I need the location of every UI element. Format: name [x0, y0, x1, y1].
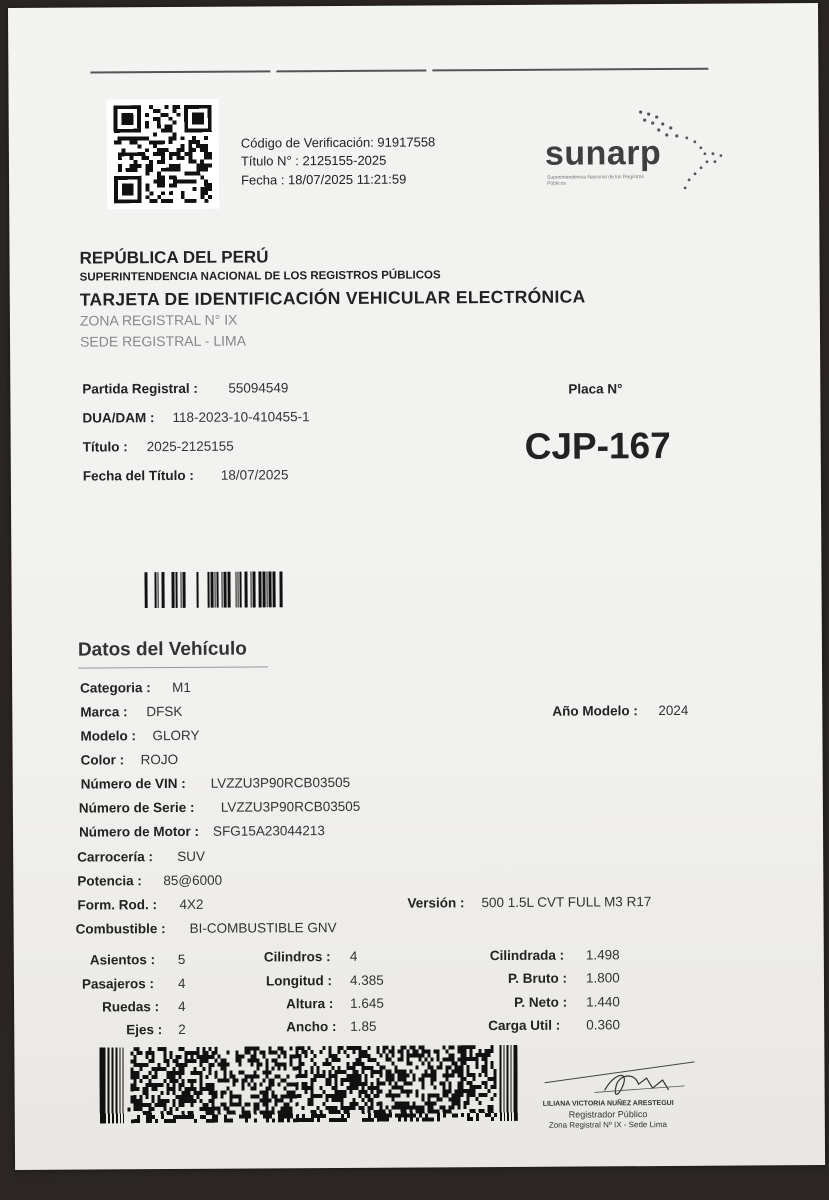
motor-value: SFG15A23044213	[212, 823, 325, 839]
header-rule-left	[90, 70, 270, 73]
verification-date: Fecha : 18/07/2025 11:21:59	[241, 171, 407, 188]
anio-modelo-label: Año Modelo :	[552, 703, 638, 719]
barcode-small	[144, 571, 284, 608]
modelo-value: GLORY	[152, 727, 200, 744]
header-rule-right	[432, 68, 708, 72]
ruedas-label: Ruedas :	[102, 999, 160, 1015]
altura-value: 1.645	[350, 995, 384, 1011]
verification-title-number: Título N° : 2125155-2025	[240, 152, 387, 169]
combustible-value: BI-COMBUSTIBLE GNV	[189, 920, 337, 936]
sunarp-logo-text: sunarp	[544, 134, 662, 173]
titulo-label: Título :	[82, 439, 128, 455]
vehicle-data-section-title: Datos del Vehículo	[77, 638, 247, 661]
vin-value: LVZZU3P90RCB03505	[210, 774, 351, 791]
carroceria-label: Carrocería :	[77, 849, 154, 865]
registrar-office: Zona Registral Nº IX - Sede Lima	[548, 1119, 667, 1130]
version-label: Versión :	[407, 895, 465, 911]
registrar-name: LILIANA VICTORIA NUÑEZ ARESTEGUI	[542, 1099, 674, 1108]
vin-label: Número de VIN :	[80, 775, 186, 792]
fecha-titulo-label: Fecha del Título :	[82, 467, 194, 484]
categoria-label: Categoria :	[80, 680, 151, 696]
registry-zone: ZONA REGISTRAL N° IX	[79, 311, 238, 329]
combustible-label: Combustible :	[75, 921, 166, 937]
serie-value: LVZZU3P90RCB03505	[220, 798, 361, 815]
form-rod-value: 4X2	[179, 896, 204, 912]
sunarp-logo	[545, 108, 736, 201]
ejes-label: Ejes :	[126, 1022, 163, 1038]
partida-label: Partida Registral :	[82, 380, 198, 397]
motor-label: Número de Motor :	[78, 823, 200, 840]
placa-value: CJP-167	[524, 424, 671, 467]
titulo-value: 2025-2125155	[146, 438, 234, 455]
potencia-label: Potencia :	[77, 873, 142, 889]
section-underline	[78, 666, 268, 668]
ancho-label: Ancho :	[286, 1019, 337, 1035]
color-label: Color :	[80, 752, 125, 768]
ancho-value: 1.85	[350, 1018, 377, 1034]
p-bruto-label: P. Bruto :	[507, 970, 567, 986]
verification-code: Código de Verificación: 91917558	[240, 134, 436, 151]
carga-util-value: 0.360	[586, 1017, 621, 1033]
longitud-value: 4.385	[349, 972, 384, 988]
ruedas-value: 4	[178, 998, 186, 1014]
registrar-role: Registrador Público	[568, 1109, 648, 1120]
asientos-value: 5	[177, 951, 186, 967]
pasajeros-value: 4	[177, 975, 186, 991]
dua-label: DUA/DAM :	[82, 410, 155, 426]
carga-util-label: Carga Util :	[488, 1017, 561, 1034]
sunarp-logo-subtitle: Superintendencia Nacional de los Registros Públicos	[547, 174, 645, 187]
vehicle-id-card-document	[8, 3, 825, 1170]
registrar-signature-block	[534, 1052, 734, 1133]
serie-label: Número de Serie :	[78, 799, 195, 816]
longitud-label: Longitud :	[265, 973, 332, 989]
cilindros-value: 4	[349, 948, 358, 964]
handwritten-signature	[534, 1052, 734, 1103]
color-value: ROJO	[140, 751, 179, 768]
asientos-label: Asientos :	[89, 952, 156, 968]
placa-label: Placa N°	[568, 381, 623, 397]
categoria-value: M1	[172, 679, 191, 696]
barcode-pdf417	[99, 1045, 517, 1124]
cilindrada-value: 1.498	[585, 947, 620, 963]
modelo-label: Modelo :	[80, 728, 136, 744]
superintendence-heading: SUPERINTENDENCIA NACIONAL DE LOS REGISTROS PÚBLICOS	[79, 269, 441, 284]
qr-code	[107, 99, 220, 210]
p-bruto-value: 1.800	[585, 970, 620, 986]
p-neto-value: 1.440	[586, 994, 620, 1010]
partida-value: 55094549	[228, 380, 289, 396]
carroceria-value: SUV	[177, 848, 205, 864]
form-rod-label: Form. Rod. :	[77, 897, 158, 913]
pasajeros-label: Pasajeros :	[81, 976, 155, 992]
marca-label: Marca :	[80, 704, 128, 720]
potencia-value: 85@6000	[163, 872, 223, 889]
header-rule-middle	[276, 69, 426, 72]
fecha-titulo-value: 18/07/2025	[220, 467, 289, 483]
cilindrada-label: Cilindrada :	[489, 947, 565, 964]
card-title: TARJETA DE IDENTIFICACIÓN VEHICULAR ELECTRÓNICA	[79, 286, 586, 310]
p-neto-label: P. Neto :	[514, 994, 568, 1010]
republic-heading: REPÚBLICA DEL PERÚ	[79, 247, 269, 268]
version-value: 500 1.5L CVT FULL M3 R17	[481, 894, 652, 911]
dua-value: 118-2023-10-410455-1	[172, 409, 310, 426]
ejes-value: 2	[178, 1021, 186, 1037]
anio-modelo-value: 2024	[658, 702, 689, 719]
registry-office: SEDE REGISTRAL - LIMA	[79, 332, 247, 350]
altura-label: Altura :	[286, 996, 334, 1012]
marca-value: DFSK	[146, 703, 183, 720]
cilindros-label: Cilindros :	[263, 949, 331, 965]
